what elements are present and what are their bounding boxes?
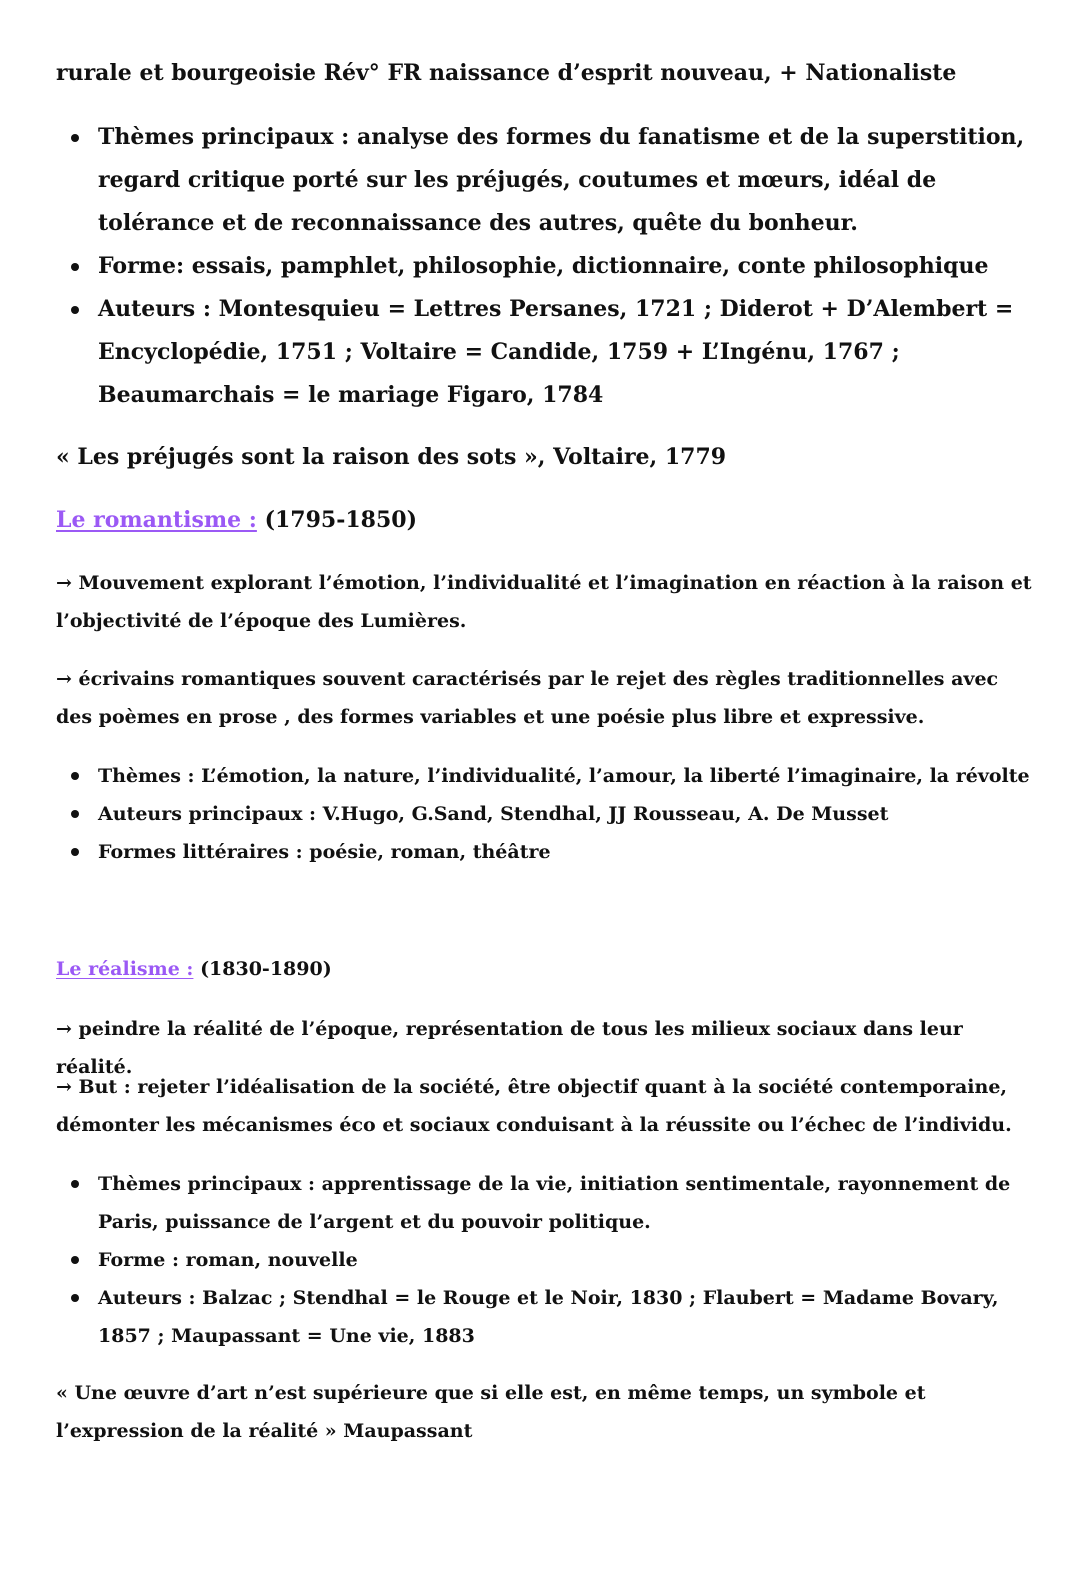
lumieres-bullet-forme: Forme: essais, pamphlet, philosophie, dictionnaire, conte philosophique [56,245,1036,288]
intro-line: rurale et bourgeoisie Rév° FR naissance d’esprit nouveau, + Nationaliste [56,60,957,86]
romantisme-para-1: → Mouvement explorant l’émotion, l’individualité et l’imagination en réaction à la raison et l’objectivité de l’époque des Lumières. [56,572,1032,632]
realisme-para-2: → But : rejeter l’idéalisation de la société, être objectif quant à la société contemporaine, démonter les mécanismes éco et sociaux conduisant à la réussite ou l’échec de l’individu. [56,1076,1012,1136]
realisme-bullet-themes: Thèmes principaux : apprentissage de la vie, initiation sentimentale, rayonnement de Paris, puissance de l’argent et du pouvoir politique. [56,1165,1036,1241]
romantisme-dates: (1795-1850) [264,507,417,533]
realisme-bullet-forme: Forme : roman, nouvelle [56,1241,1036,1279]
romantisme-heading [56,499,1036,542]
lumieres-bullet-themes: Thèmes principaux : analyse des formes du fanatisme et de la superstition, regard critique porté sur les préjugés, coutumes et mœurs, idéal de tolérance et de reconnaissance des autres, quête du bonheur. [56,116,1036,245]
voltaire-quote: « Les préjugés sont la raison des sots », Voltaire, 1779 [56,444,727,470]
romantisme-bullet-themes: Thèmes : L’émotion, la nature, l’individualité, l’amour, la liberté l’imaginaire, la révolte [56,757,1036,795]
realisme-bullet-list [56,1165,1036,1355]
realisme-title-link[interactable]: Le réalisme : [56,958,194,980]
realisme-dates: (1830-1890) [200,958,332,980]
realisme-heading [56,950,1036,988]
romantisme-bullet-list [56,757,1036,871]
lumieres-bullet-list [56,116,1036,417]
romantisme-bullet-auteurs: Auteurs principaux : V.Hugo, G.Sand, Stendhal, JJ Rousseau, A. De Musset [56,795,1036,833]
maupassant-quote: « Une œuvre d’art n’est supérieure que si elle est, en même temps, un symbole et l’expression de la réalité » Maupassant [56,1382,926,1442]
romantisme-title-link[interactable]: Le romantisme : [56,507,257,533]
romantisme-bullet-formes: Formes littéraires : poésie, roman, théâtre [56,833,1036,871]
realisme-para-1: → peindre la réalité de l’époque, représentation de tous les milieux sociaux dans leur réalité. [56,1018,963,1078]
realisme-bullet-auteurs: Auteurs : Balzac ; Stendhal = le Rouge et le Noir, 1830 ; Flaubert = Madame Bovary, 1857 ; Maupassant = Une vie, 1883 [56,1279,1036,1355]
romantisme-para-2: → écrivains romantiques souvent caractérisés par le rejet des règles traditionnelles avec des poèmes en prose , des formes variables et une poésie plus libre et expressive. [56,668,999,728]
lumieres-bullet-auteurs: Auteurs : Montesquieu = Lettres Persanes, 1721 ; Diderot + D’Alembert = Encyclopédie, 1751 ; Voltaire = Candide, 1759 + L’Ingénu, 1767 ; Beaumarchais = le mariage Figaro, 1784 [56,288,1036,417]
